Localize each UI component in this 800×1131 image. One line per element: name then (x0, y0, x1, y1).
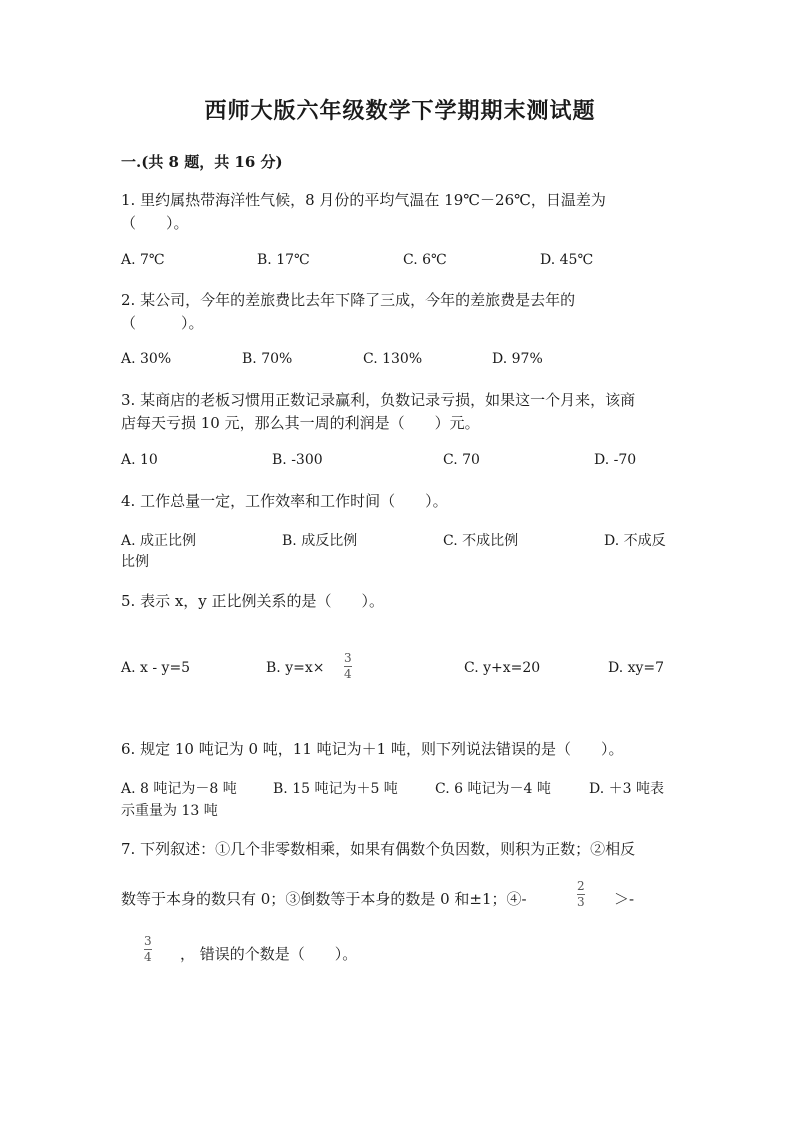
q1-option-b: B. 17℃ (257, 252, 310, 268)
q5-option-a: A. x - y=5 (121, 660, 191, 676)
q5-option-c: C. y+x=20 (464, 660, 541, 676)
question-2-text: 2. 某公司，今年的差旅费比去年下降了三成，今年的差旅费是去年的 (121, 291, 576, 309)
question-1-blank: （ ）。 (121, 214, 189, 232)
page-title: 西师大版六年级数学下学期期末测试题 (204, 98, 596, 124)
q2-option-b: B. 70% (242, 351, 293, 367)
question-7-text: 7. 下列叙述：①几个非零数相乘，如果有偶数个负因数，则积为正数；②相反 (121, 840, 636, 858)
q4-option-d: D. 不成反 (604, 533, 666, 549)
q2-option-c: C. 130% (363, 351, 423, 367)
question-7-text-2: 数等于本身的数只有 0；③倒数等于本身的数是 0 和±1；④- (121, 890, 527, 908)
q7-fraction-2: 3 4 (144, 934, 152, 964)
question-4-text: 4. 工作总量一定，工作效率和工作时间（ ）。 (121, 492, 448, 510)
q5-option-d: D. xy=7 (608, 660, 665, 676)
q7-greater-than: ＞- (614, 890, 635, 908)
q4-option-d-wrap: 比例 (121, 554, 149, 570)
question-5-text: 5. 表示 x，y 正比例关系的是（ ）。 (121, 592, 385, 610)
q1-option-c: C. 6℃ (403, 252, 447, 268)
q5-fraction: 3 4 (344, 651, 352, 681)
q3-option-a: A. 10 (121, 452, 158, 468)
q3-option-c: C. 70 (443, 452, 480, 468)
q1-option-d: D. 45℃ (540, 252, 594, 268)
q5-option-b: B. y=x× (266, 660, 325, 676)
q6-option-d-wrap: 示重量为 13 吨 (121, 803, 218, 819)
section-heading: 一.(共 8 题，共 16 分) (121, 153, 283, 171)
q3-option-b: B. -300 (272, 452, 323, 468)
q4-option-c: C. 不成比例 (443, 533, 519, 549)
question-3-text: 3. 某商店的老板习惯用正数记录赢利，负数记录亏损，如果这一个月来，该商 (121, 391, 636, 409)
q3-option-d: D. -70 (594, 452, 637, 468)
q4-option-a: A. 成正比例 (121, 533, 197, 549)
q6-option-c: C. 6 吨记为－4 吨 (435, 781, 551, 797)
question-7-text-3: ， 错误的个数是（ ）。 (180, 945, 358, 963)
q2-option-a: A. 30% (121, 351, 172, 367)
question-2-blank: （ ）。 (121, 314, 204, 332)
q6-option-a: A. 8 吨记为－8 吨 (121, 781, 237, 797)
question-3-text-2: 店每天亏损 10 元，那么其一周的利润是（ ）元。 (121, 414, 480, 432)
q4-option-b: B. 成反比例 (282, 533, 358, 549)
question-1-text: 1. 里约属热带海洋性气候，8 月份的平均气温在 19℃－26℃，日温差为 (121, 191, 606, 209)
q6-option-b: B. 15 吨记为＋5 吨 (273, 781, 398, 797)
q2-option-d: D. 97% (492, 351, 543, 367)
q1-option-a: A. 7℃ (121, 252, 165, 268)
q7-fraction-1: 2 3 (577, 879, 585, 909)
q6-option-d: D. ＋3 吨表 (589, 781, 664, 797)
question-6-text: 6. 规定 10 吨记为 0 吨，11 吨记为＋1 吨，则下列说法错误的是（ ）。 (121, 740, 624, 758)
